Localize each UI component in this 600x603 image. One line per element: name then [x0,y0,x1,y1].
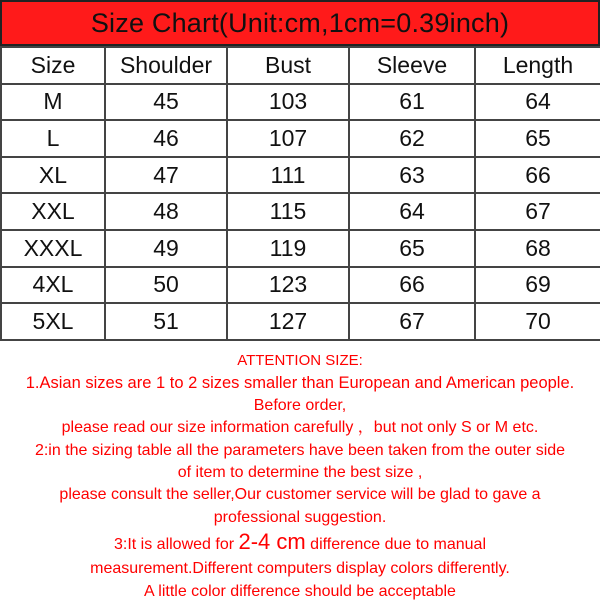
attention-heading: ATTENTION SIZE: [237,352,363,369]
table-body [1,84,600,340]
table-cell-shoulder: 50 [105,267,227,304]
table-cell-size: L [1,120,105,157]
table-cell-length: 67 [475,193,600,230]
table-header-row [1,47,600,84]
table-cell-bust: 103 [227,84,349,121]
column-header-shoulder: Shoulder [105,47,227,84]
table-cell-length: 69 [475,267,600,304]
table-cell-shoulder: 45 [105,84,227,121]
column-header-bust: Bust [227,47,349,84]
size-table [0,46,600,341]
table-row [1,157,600,194]
column-header-length: Length [475,47,600,84]
attention-notes [0,350,600,603]
table-cell-shoulder: 47 [105,157,227,194]
table-cell-length: 68 [475,230,600,267]
table-cell-size: XXL [1,193,105,230]
table-cell-sleeve: 61 [349,84,475,121]
table-row [1,303,600,340]
note-2-line-1: 2:in the sizing table all the parameters have been taken from the outer side [34,441,566,459]
table-cell-bust: 119 [227,230,349,267]
table-cell-bust: 127 [227,303,349,340]
note-2-line-2: of item to determine the best size , [177,464,423,482]
note-3-line-1 [0,529,600,558]
table-cell-size: 4XL [1,267,105,304]
table-cell-sleeve: 65 [349,230,475,267]
note-1-line-2: Before order, [253,396,347,414]
table-cell-sleeve: 62 [349,120,475,157]
table-cell-size: XL [1,157,105,194]
table-cell-sleeve: 64 [349,193,475,230]
size-chart-title-banner [0,0,600,46]
table-cell-bust: 107 [227,120,349,157]
table-cell-bust: 111 [227,157,349,194]
table-row [1,193,600,230]
table-cell-sleeve: 67 [349,303,475,340]
table-cell-length: 65 [475,120,600,157]
table-cell-shoulder: 48 [105,193,227,230]
table-cell-sleeve: 63 [349,157,475,194]
note-1-line-1: 1.Asian sizes are 1 to 2 sizes smaller than European and American people. [25,374,575,393]
table-row [1,84,600,121]
table-cell-size: M [1,84,105,121]
note-1-line-3: please read our size information carefully ，but not only S or M etc. [61,419,539,437]
note-3-line-3: A little color difference should be acceptable [144,582,456,600]
table-cell-length: 66 [475,157,600,194]
table-cell-shoulder: 46 [105,120,227,157]
table-cell-length: 70 [475,303,600,340]
table-cell-size: 5XL [1,303,105,340]
table-cell-sleeve: 66 [349,267,475,304]
table-row [1,120,600,157]
table-cell-shoulder: 49 [105,230,227,267]
size-chart-title: Size Chart(Unit:cm,1cm=0.39inch) [90,7,510,38]
table-cell-bust: 123 [227,267,349,304]
table-cell-shoulder: 51 [105,303,227,340]
table-cell-bust: 115 [227,193,349,230]
note-3-range: 2-4 cm [238,529,306,555]
table-row [1,267,600,304]
table-cell-length: 64 [475,84,600,121]
note-3-suffix: difference due to manual [305,536,487,554]
table-cell-size: XXXL [1,230,105,267]
note-2-line-3: please consult the seller,Our customer service will be glad to gave a [59,486,541,504]
column-header-size: Size [1,47,105,84]
table-row [1,230,600,267]
column-header-sleeve: Sleeve [349,47,475,84]
note-2-line-4: professional suggestion. [213,508,387,526]
note-3-line-2: measurement.Different computers display colors differently. [90,560,510,578]
note-3-prefix: 3:It is allowed for [113,536,239,554]
